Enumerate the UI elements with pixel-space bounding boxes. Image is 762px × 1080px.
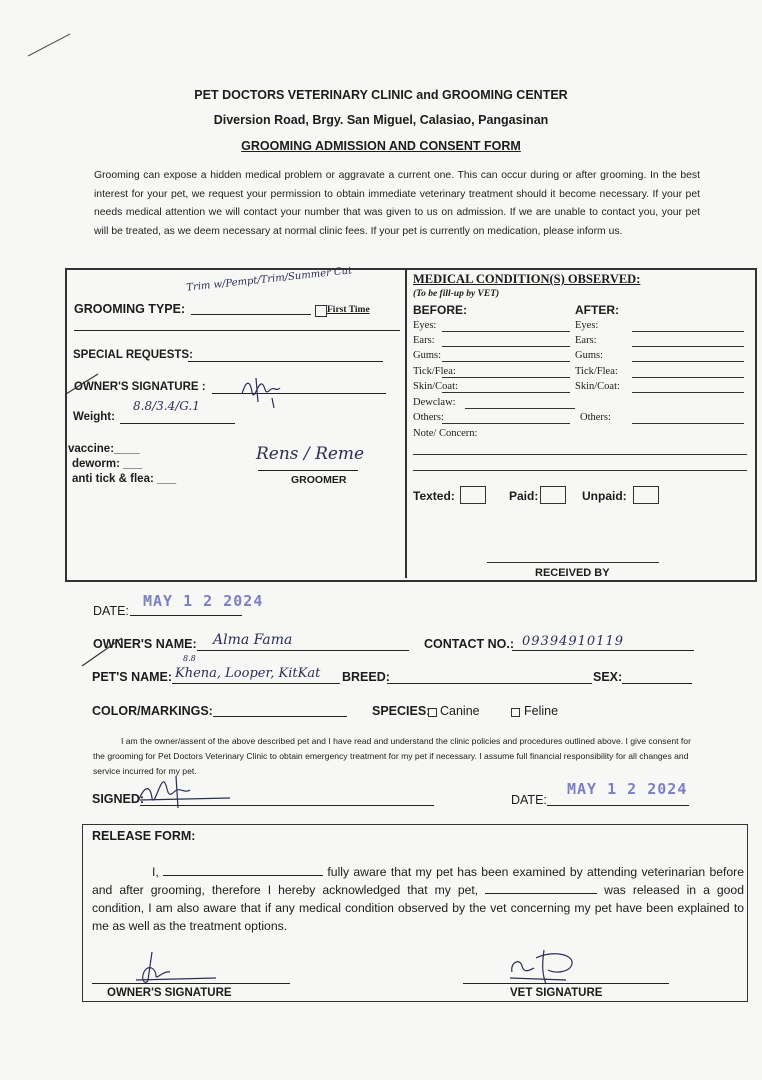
date-line[interactable] [130,615,242,616]
medical-after-label: Others: [580,412,611,423]
grooming-type-line[interactable] [191,314,311,315]
species-label: SPECIES: [372,704,431,718]
received-by-label: RECEIVED BY [535,567,610,579]
weight-line[interactable] [120,423,235,424]
medical-before-row [413,366,456,377]
clinic-address: Diversion Road, Brgy. San Miguel, Calasiao, Pangasinan [213,113,549,127]
medical-before-row [413,320,436,331]
grooming-extra-line[interactable] [74,330,400,331]
first-time-label: First Time [327,305,370,315]
medical-after-label: Ears: [575,335,597,346]
sex-label: SEX: [593,670,623,684]
breed-line[interactable] [387,683,592,684]
vet-signature-scribble [506,944,586,988]
contact-line[interactable] [512,650,694,651]
medical-after-label: Skin/Coat: [575,381,620,392]
owner-release-signature-label: OWNER'S SIGNATURE [107,987,232,999]
release-title: RELEASE FORM: [92,829,196,843]
medical-after-line[interactable] [632,377,744,378]
medical-before-line[interactable] [442,346,570,347]
contact-label: CONTACT NO.: [424,637,515,651]
owner-name-value: Alma Fama [213,632,293,648]
owner-release-signature-line[interactable] [92,983,290,984]
owner-release-signature-scribble [130,950,220,990]
unpaid-label: Unpaid: [582,489,627,503]
medical-after-label: Tick/Flea: [575,366,618,377]
medical-before-line[interactable] [442,423,570,424]
canine-label: Canine [440,704,480,718]
medical-before-line[interactable] [442,361,570,362]
medical-subtitle: (To be fill-up by VET) [413,289,500,299]
form-title: GROOMING ADMISSION AND CONSENT FORM [241,139,521,153]
feline-checkbox[interactable] [511,708,520,717]
note-label: Note/ Concern: [413,428,478,439]
medical-before-label: Tick/Flea: [413,366,456,377]
owner-name-label: OWNER'S NAME: [93,637,197,651]
signed-date-label: DATE: [511,793,547,807]
paid-checkbox[interactable] [540,486,566,504]
texted-label: Texted: [413,489,455,503]
before-label: BEFORE: [413,303,467,317]
signed-line[interactable] [140,805,434,806]
medical-before-label: Others: [413,412,444,423]
release-text-3: was released in a good condition, I am also aware that if any medical condition observed by the vet concerning my pet have been explained to me as well as the treatment options. [92,883,744,933]
medical-before-line[interactable] [442,331,570,332]
medical-before-label: Eyes: [413,320,437,331]
signed-date-line[interactable] [547,805,689,806]
medical-after-row [575,350,603,361]
special-requests-line[interactable] [188,361,383,362]
medical-before-label: Skin/Coat: [413,381,458,392]
release-pet-line[interactable] [485,893,597,894]
grooming-type-label: GROOMING TYPE: [74,302,186,316]
release-text-1: I, [152,865,159,879]
medical-before-row [413,397,456,408]
medical-after-row [575,320,598,331]
check-stroke-icon [62,368,102,398]
sex-line[interactable] [622,683,692,684]
unpaid-checkbox[interactable] [633,486,659,504]
medical-after-line[interactable] [632,423,744,424]
received-by-line[interactable] [487,562,659,563]
owner-signature-scribble [236,372,286,412]
pet-name-value: Khena, Looper, KitKat [175,666,321,681]
weight-label: Weight: [73,411,115,423]
pet-name-line[interactable] [172,683,340,684]
medical-before-line[interactable] [442,392,570,393]
pet-name-note: 8.8 [183,654,196,663]
date-label: DATE: [93,604,129,618]
medical-before-row [413,335,435,346]
medical-after-line[interactable] [632,331,744,332]
texted-checkbox[interactable] [460,486,486,504]
medical-before-label: Dewclaw: [413,397,456,408]
date-stamp: MAY 1 2 2024 [143,592,264,610]
vet-signature-label: VET SIGNATURE [510,987,603,999]
feline-label: Feline [524,704,559,718]
medical-before-label: Ears: [413,335,435,346]
color-label: COLOR/MARKINGS: [92,704,213,718]
medical-after-row [575,335,597,346]
medical-after-row [580,412,611,423]
contact-value: 09394910119 [522,634,624,649]
intro-paragraph: Grooming can expose a hidden medical problem or aggravate a current one. This can occur during or after grooming. In the best interest for your pet, we request your permission to obtain immediate veterinary treatment should it become necessary. If your pet needs medical attention we will contact your number that was given to us on admission. If we are unable to contact you, your pet will be treated, as we deem necessary at normal clinic fees. If your pet is currently on medication, please inform us. [94,170,700,237]
medical-title: MEDICAL CONDITION(S) OBSERVED: [413,272,641,286]
note-line-1[interactable] [413,454,747,455]
deworm-label: deworm: ___ [72,458,143,470]
release-paragraph [92,863,744,935]
medical-after-row [575,366,618,377]
groomer-value: Rens / Reme [256,444,365,464]
grooming-type-value: Trim w/Pempt/Trim/Summer Cut [185,265,353,294]
release-owner-line[interactable] [163,875,323,876]
pet-name-label: PET'S NAME: [92,670,173,684]
clinic-name: PET DOCTORS VETERINARY CLINIC and GROOMING CENTER [194,88,568,102]
medical-before-row [413,412,444,423]
vet-signature-line[interactable] [463,983,669,984]
signed-date-stamp: MAY 1 2 2024 [567,780,688,798]
groomer-line[interactable] [258,470,358,471]
special-requests-label: SPECIAL REQUESTS: [73,349,193,361]
medical-before-line[interactable] [442,377,570,378]
medical-before-row [413,381,458,392]
pen-mark-icon [26,30,76,60]
weight-value: 8.8/3.4/G.1 [133,399,200,413]
medical-before-row [413,350,441,361]
medical-after-row [575,381,620,392]
paid-label: Paid: [509,489,539,503]
antitick-label: anti tick & flea: ___ [72,473,177,485]
medical-before-line[interactable] [465,408,575,409]
medical-after-label: Gums: [575,350,604,361]
owner-name-line[interactable] [197,650,409,651]
check-stroke-icon [78,620,128,670]
medical-after-line[interactable] [632,346,744,347]
medical-before-label: Gums: [413,350,442,361]
first-time-checkbox[interactable] [315,305,327,317]
vaccine-label: vaccine:____ [68,443,140,455]
medical-after-label: Eyes: [575,320,599,331]
release-text-2: fully aware that my pet has been examined by attending veterinarian before and after grooming, therefore I hereby acknowledged that my pet, [92,865,745,897]
owner-signature-label: OWNER'S SIGNATURE : [74,381,206,393]
groomer-label: GROOMER [291,474,347,486]
signed-label: SIGNED: [92,792,145,806]
signed-signature-scribble [130,772,240,812]
breed-label: BREED: [342,670,390,684]
medical-after-line[interactable] [632,361,744,362]
canine-checkbox[interactable] [428,708,437,717]
box-divider [405,270,407,578]
after-label: AFTER: [575,303,619,317]
color-line[interactable] [213,716,347,717]
medical-after-line[interactable] [632,392,744,393]
note-line-2[interactable] [413,470,747,471]
consent-paragraph: I am the owner/assent of the above described pet and I have read and understand the clinic policies and procedures outlined above. I give consent for the grooming for Pet Doctors Veterinary Clinic to obtain emergency treatment for my pet if necessary. I assume full financial responsibility for all changes and service incurred for my pet. [93,736,691,776]
